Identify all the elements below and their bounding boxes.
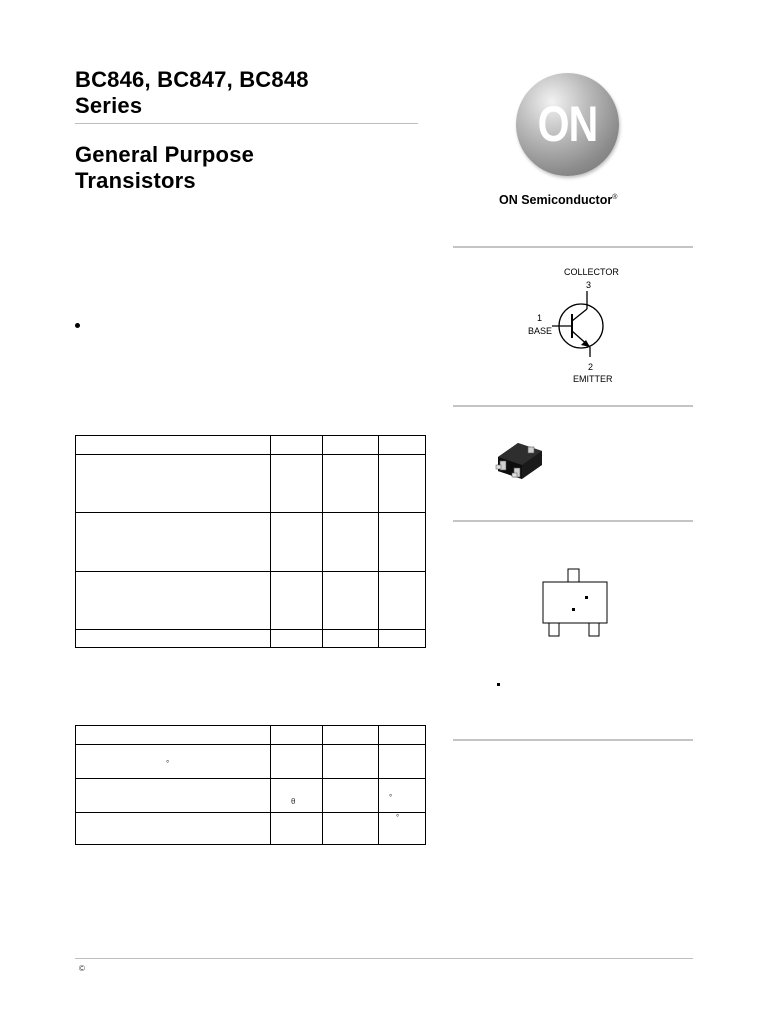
table-row <box>76 513 426 572</box>
on-semiconductor-logo <box>516 73 619 176</box>
title-divider <box>75 123 418 124</box>
base-pin-number: 1 <box>537 313 543 323</box>
degree-symbol: ° <box>166 759 170 768</box>
subtitle-line-1: General Purpose <box>75 142 255 167</box>
title-line-1: BC846, BC847, BC848 <box>75 67 309 92</box>
document-title <box>75 67 309 119</box>
right-divider-4 <box>453 739 693 741</box>
company-name <box>499 193 617 207</box>
sot23-package-image <box>490 435 550 485</box>
legend-bullet <box>497 683 500 686</box>
table-row <box>76 455 426 513</box>
degree-symbol: ° <box>396 813 400 822</box>
table-row <box>76 813 426 845</box>
company-name-text: ON Semiconductor <box>499 193 613 207</box>
registered-mark: ® <box>612 193 618 201</box>
theta-symbol: θ <box>291 797 296 806</box>
title-line-2: Series <box>75 93 143 118</box>
footer-divider <box>75 958 693 959</box>
document-subtitle <box>75 142 254 194</box>
table-row <box>76 779 426 813</box>
table-row <box>76 630 426 648</box>
npn-transistor-symbol <box>540 285 620 365</box>
right-divider-2 <box>453 405 693 407</box>
ratings-table <box>75 435 426 648</box>
ratings-header-row <box>76 436 426 455</box>
degree-symbol: ° <box>389 793 393 802</box>
logo-text: ON <box>537 96 598 152</box>
marking-diagram <box>538 565 613 640</box>
collector-label: COLLECTOR <box>564 267 619 277</box>
copyright-symbol: © <box>79 964 85 973</box>
thermal-table <box>75 725 426 845</box>
bullet-point <box>75 323 80 328</box>
right-divider-1 <box>453 246 693 248</box>
emitter-pin-number: 2 <box>588 362 594 372</box>
subtitle-line-2: Transistors <box>75 168 196 193</box>
collector-pin-number: 3 <box>586 280 592 290</box>
base-label: BASE <box>528 326 553 336</box>
emitter-label: EMITTER <box>573 374 613 384</box>
table-row <box>76 572 426 630</box>
right-divider-3 <box>453 520 693 522</box>
thermal-header-row <box>76 726 426 745</box>
table-row <box>76 745 426 779</box>
